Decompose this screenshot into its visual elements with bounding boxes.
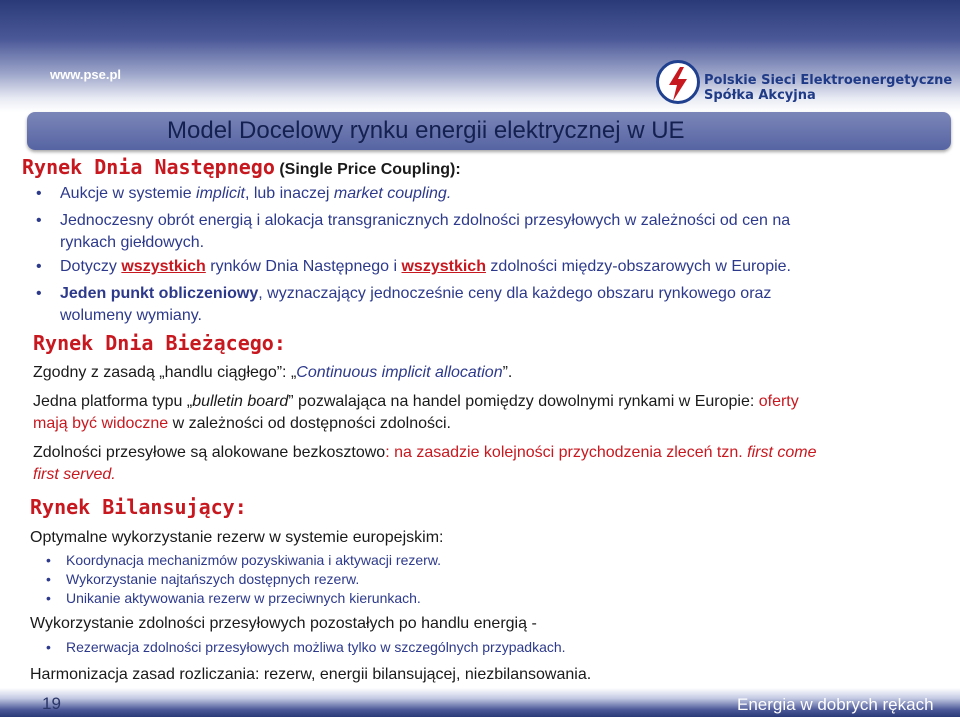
logo-subname: Spółka Akcyjna	[704, 88, 816, 103]
paragraph-capacity-allocation	[33, 442, 817, 486]
paragraph-harmonization: Harmonizacja zasad rozliczania: rezerw, energii bilansującej, niezbilansowania.	[30, 666, 592, 683]
website-url[interactable]: www.pse.pl	[50, 67, 122, 82]
list-item	[46, 570, 441, 589]
bullet-icon: •	[46, 552, 51, 568]
text-italic: implicit	[196, 185, 245, 202]
bullet-icon: •	[36, 258, 42, 275]
text-italic: first served.	[33, 466, 116, 483]
text: Rezerwacja zdolności przesyłowych możliwa tylko w szczególnych przypadkach.	[66, 639, 566, 655]
page-title: Model Docelowy rynku energii elektrycznej w UE	[167, 117, 685, 144]
text: wolumeny wymiany.	[60, 307, 202, 324]
text: rynkach giełdowych.	[60, 234, 205, 251]
logo-name: Polskie Sieci Elektroenergetyczne	[704, 73, 953, 88]
text: Dotyczy	[60, 258, 122, 275]
text: ” pozwalająca na handel pomiędzy dowolnymi rynkami w Europie:	[288, 393, 759, 410]
logo-emblem-icon	[656, 60, 700, 104]
text: Aukcje w systemie	[60, 185, 197, 202]
bullet-icon: •	[36, 185, 42, 202]
paragraph-bulletin-board	[33, 391, 799, 435]
bullet-simultaneous-trade	[36, 210, 791, 254]
bullet-icon: •	[46, 639, 51, 655]
text-italic: bulletin board	[192, 393, 289, 410]
bullet-icon: •	[36, 212, 42, 229]
text: Wykorzystanie najtańszych dostępnych rezerw.	[66, 571, 360, 587]
text-italic: first come	[747, 444, 817, 461]
bullet-icon: •	[36, 285, 42, 302]
paragraph-continuous	[33, 362, 512, 384]
title-bar	[27, 112, 951, 150]
section-heading-intraday: Rynek Dnia Bieżącego:	[33, 331, 286, 355]
text: Zdolności przesyłowe są alokowane bezkosztowo	[33, 444, 386, 461]
list-item	[46, 589, 441, 608]
text-highlight: mają być widoczne	[33, 415, 173, 432]
paragraph-remaining-capacity: Wykorzystanie zdolności przesyłowych pozostałych po handlu energią -	[30, 615, 537, 632]
text: Jednoczesny obrót energią i alokacja transgranicznych zdolności przesyłowych w zależności od cen na	[60, 212, 791, 229]
list-reserves	[46, 551, 442, 608]
heading-text: Rynek Dnia Następnego	[22, 155, 275, 179]
text-underlined: wszystkich	[121, 258, 206, 275]
list-reservation	[46, 638, 566, 657]
section-heading-balancing: Rynek Bilansujący:	[30, 495, 247, 519]
text: zdolności między-obszarowych w Europie.	[485, 258, 791, 275]
list-item	[46, 551, 442, 570]
page-number: 19	[42, 694, 61, 713]
text: , lub inaczej	[244, 185, 334, 202]
heading-subtext: (Single Price Coupling):	[279, 161, 461, 178]
bullet-icon: •	[46, 571, 51, 587]
text: ”.	[502, 364, 513, 381]
text: w zależności od dostępności zdolności.	[172, 415, 451, 432]
text-highlight: oferty	[758, 393, 799, 410]
bullet-all-markets	[36, 256, 791, 278]
text-italic: market coupling.	[333, 185, 452, 202]
section-heading-day-ahead	[22, 155, 461, 179]
text: , wyznaczający jednocześnie ceny dla każdego obszaru rynkowego oraz	[258, 285, 772, 302]
text-highlight: : na zasadzie kolejności przychodzenia zleceń tzn.	[385, 444, 748, 461]
bullet-single-point	[36, 283, 772, 327]
footer-slogan: Energia w dobrych rękach	[737, 695, 934, 714]
text: Zgodny z zasadą „handlu ciągłego”: „	[33, 364, 297, 381]
text: Koordynacja mechanizmów pozyskiwania i aktywacji rezerw.	[66, 552, 442, 568]
list-item	[46, 638, 566, 657]
paragraph-optimal-use: Optymalne wykorzystanie rezerw w systemie europejskim:	[30, 529, 444, 546]
text: rynków Dnia Następnego i	[205, 258, 402, 275]
text: Jedna platforma typu „	[33, 393, 193, 410]
bullet-auctions	[36, 183, 452, 205]
text-bold: Jeden punkt obliczeniowy	[60, 285, 259, 302]
text-italic: Continuous implicit allocation	[296, 364, 503, 381]
text: Unikanie aktywowania rezerw w przeciwnych kierunkach.	[66, 590, 421, 606]
bullet-icon: •	[46, 590, 51, 606]
text-underlined: wszystkich	[401, 258, 486, 275]
company-logo	[656, 60, 956, 112]
